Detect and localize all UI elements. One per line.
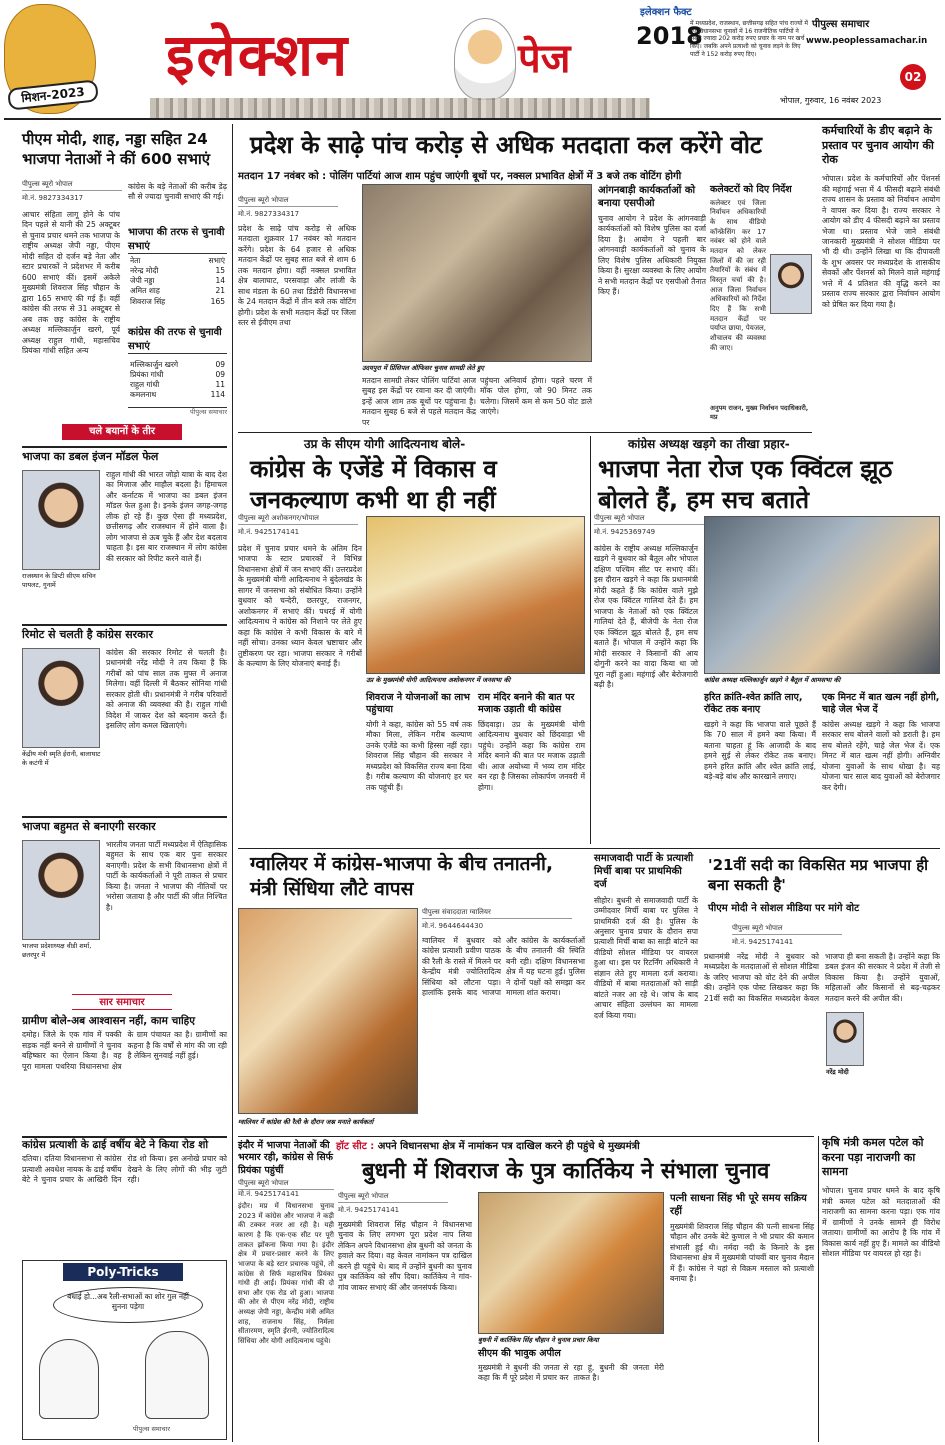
agri-story (822, 1136, 943, 1442)
masthead-title-right: पेज (518, 36, 571, 82)
table-row (128, 370, 227, 380)
yogi-sub-2-text: छिंदवाड़ा। उप्र के मुख्यमंत्री योगी आदित्यनाथ बुधवार को छिंदवाड़ा भी पहुंचे। उन्होंने कहा कि कांग्रेस राम मंदिर बनाने की बात पर मजाक उड़ाती थी। आज अयोध्या में भव्य राम मंदिर बन रहा है जिसका लोकार्पण जनवरी में होगा। (478, 719, 588, 792)
table-cell: कमलनाथ (130, 390, 157, 400)
cartoon-bubble: बधाई हो...अब रैली-सभाओं का शोर गुल नहीं सुनना पड़ेगा (53, 1287, 203, 1323)
yogi-headline: कांग्रेस के एजेंडे में विकास व जनकल्याण कभी था ही नहीं (250, 455, 497, 515)
statement-1 (22, 446, 230, 622)
credit-line: पीपुल्स समाचार (128, 407, 227, 417)
bjp-col-rallies: सभाएं (208, 256, 225, 265)
table-cell: मल्लिकार्जुन खरगे (130, 360, 179, 369)
anganwadi-text: चुनाव आयोग ने प्रदेश के आंगनवाड़ी कार्यकर्ताओं को विशेष पुलिस का दर्जा दिया है। आयोग ने पहली बार आंगनवाड़ी कार्यकर्ताओं को चुनाव के लिए विशेष पुलिस अधिकारी नियुक्त किया है। सुरक्षा व्यवस्था के लिए आयोग ने सभी मतदान केंद्रों पर एसपीओ तैनात किए हैं। (598, 214, 709, 297)
table-row (128, 390, 227, 400)
statement-1-text: राहुल गांधी की भारत जोड़ो यात्रा के बाद देश का मिजाज और माहौल बदला है। हिमाचल और कर्नाटक में भाजपा का डबल इंजन मॉडल फेल हुआ है। इनके इंजन जगह-जगह लीक हो रहे हैं। कुछ ऐसा ही मध्यप्रदेश, छत्तीसगढ़ और राजस्थान में होने वाला है। लोग भाजपा से ऊब चुके हैं और देश बदलाव चाहता है। इस बार राजस्थान में लोग कांग्रेस की सरकार को रिपीट करने वाले हैं। (106, 470, 230, 563)
cartoon-figure-left (39, 1339, 99, 1419)
collector-head: कलेक्टरों को दिए निर्देश (710, 184, 792, 195)
agri-headline: कृषि मंत्री कमल पटेल को करना पड़ा नाराजगी का सामना (822, 1136, 924, 1179)
sp-story (594, 852, 701, 1134)
brief-2-head: कांग्रेस प्रत्याशी के ढाई वर्षीय बेटे ने किया रोड शो (22, 1139, 209, 1151)
rule-under-kharge (238, 848, 940, 849)
gwalior-mobile: मो.नं. 9644644430 (422, 922, 484, 930)
table-row (128, 297, 227, 307)
center-column-rule (590, 436, 591, 844)
brief-2 (22, 1136, 230, 1248)
da-story (822, 124, 943, 444)
table-cell: जेपी नड्डा (130, 276, 155, 286)
gwalior-byline: पीपुल्स संवाददाता ग्वालियर (422, 908, 572, 919)
collector-signature: अनुपम राजन, मुख्य निर्वाचन पदाधिकारी, मप्र (710, 404, 809, 421)
table-row (128, 286, 227, 296)
kharge-photo (704, 516, 940, 674)
kharge-mobile: मो.नं. 9425369749 (594, 528, 656, 536)
site-url[interactable]: www.peoplessamachar.in (806, 36, 928, 46)
table-cell: 11 (215, 380, 225, 390)
hotseat-tag: हॉट सीट : (336, 1141, 375, 1152)
kharge-sub-2-text: कांग्रेस अध्यक्ष खड़गे ने कहा कि भाजपा सरकार सच बोलने वालों को डराती है। हम सच बोलते रहेंगे, चाहे जेल भेज दें। एक मिनट में बात खत्म नहीं होगी। अग्निवीर योजना युवाओं के साथ धोखा है। यह योजना चार साल बाद युवाओं को बेरोजगार कर देगी। (822, 719, 943, 792)
left-column (22, 124, 230, 1442)
sadhna-box (670, 1192, 817, 1440)
gwalior-photo-caption: ग्वालियर में कांग्रेस की रैली के दौरान जश्न मनाते कार्यकर्ता (238, 1118, 374, 1126)
statement-2-photo (22, 648, 100, 748)
modi-story (704, 852, 943, 1134)
kharge-kicker: कांग्रेस अध्यक्ष खड़गे का तीखा प्रहार- (628, 437, 790, 451)
brief-1-head: ग्रामीण बोले-अब आश्वासन नहीं, काम चाहिए (22, 1015, 196, 1027)
dateline: भोपाल, गुरुवार, 16 नवंबर 2023 (780, 96, 882, 105)
section-tag-briefs: सार समाचार (72, 994, 172, 1010)
table-row (128, 360, 227, 370)
mission-badge: मिशन-2023 (7, 79, 99, 110)
indore-mobile: मो.नं. 9425174141 (238, 1190, 300, 1199)
statement-2-caption: केंद्रीय मंत्री स्मृति ईरानी, बालाघाट के कटंगी में (22, 750, 101, 767)
table-cell: शिवराज सिंह (130, 296, 166, 306)
collector-photo (770, 254, 812, 314)
gwalior-headline: ग्वालियर में कांग्रेस-भाजपा के बीच तनातनी, मंत्री सिंधिया लौटे वापस (250, 853, 554, 901)
banner-mobile: मो.नं. 9827334317 (238, 210, 300, 218)
masthead-rule (4, 118, 941, 120)
cartoon-tag: Poly-Tricks (63, 1263, 183, 1281)
gwalior-text: ग्वालियर में बुधवार को कांग्रेस प्रत्याशी प्रवीण पाठक की रैली के रास्ते में मिलने पर केन्द्रीय मंत्री ज्योतिरादित्य सिंधिया को लौटना पड़ा। हालांकि इसके बाद भाजपा और कांग्रेस के कार्यकर्ताओं के बीच तनातनी की स्थिति बनी रही। दक्षिण विधानसभा क्षेत्र में यह घटना हुई। पुलिस ने दोनों पक्षों को समझा कर मामला शांत कराया। (422, 936, 588, 998)
table-row (128, 380, 227, 390)
budhni-photo-caption: बुधनी में कार्तिकेय सिंह चौहान ने चुनाव प्रचार किया (478, 1336, 599, 1344)
yogi-photo (366, 516, 585, 674)
brand-logo: पीपुल्स समाचार (812, 19, 870, 30)
budhni-sub (478, 1348, 667, 1440)
table-cell: 21 (215, 286, 225, 296)
table-cell: नरेन्द्र मोदी (130, 266, 159, 276)
anganwadi-box (598, 184, 709, 428)
bjp-col-leader: नेता (130, 256, 141, 265)
modi-subhead: पीएम मोदी ने सोशल मीडिया पर मांगे वोट (708, 903, 860, 914)
cartoon-figure-right (145, 1331, 209, 1419)
brief-1-text: दमोह। जिले के एक गांव में पक्की सड़क नहीं बनने से ग्रामीणों ने चुनाव बहिष्कार का ऐलान किया है। वह पूरा मामला पथरिया विधानसभा क्षेत्र के ग्राम पंचायत का है। ग्रामीणों का कहना है कि वर्षों से मांग की जा रही है लेकिन सुनवाई नहीं हुई। (22, 1030, 230, 1071)
statement-3-text: भारतीय जनता पार्टी मध्यप्रदेश में ऐतिहासिक बहुमत के साथ एक बार पुनः सरकार बनाएगी। प्रदेश के सभी विधानसभा क्षेत्रों में पार्टी के कार्यकर्ताओं ने पूरी ताकत से प्रचार किया है। जनता ने भाजपा की नीतियों पर भरोसा जताया है और पार्टी की जीत निश्चित है। (106, 840, 230, 912)
budhni-photo (478, 1192, 664, 1334)
election-fact-label: इलेक्शन फैक्ट (640, 7, 692, 18)
modi-headline: '21वीं सदी का विकसित मप्र भाजपा ही बना सकती है' (708, 856, 929, 894)
budhni-sub-text: मुख्यमंत्री ने बुधनी की जनता से कहा कि मैं पूरे प्रदेश में प्रचार कर रहा हूं, बुधनी की जनता मेरी ताकत है। (478, 1362, 667, 1383)
sadhna-text: मुख्यमंत्री शिवराज सिंह चौहान की पत्नी साधना सिंह चौहान और उनके बेटे कुणाल ने भी प्रचार की कमान संभाली हुई थी। नर्मदा नदी के किनारे के इस विधानसभा क्षेत्र में मुख्यमंत्री पांचवीं बार चुनाव मैदान में हैं। कांग्रेस ने यहां से विक्रम मस्ताल को प्रत्याशी बनाया है। (670, 1222, 817, 1284)
cartoon-mascot (454, 18, 516, 100)
statement-3-photo (22, 840, 100, 940)
yogi-sub-1-text: योगी ने कहा, कांग्रेस को 55 वर्ष तक मौका मिला, लेकिन गरीब कल्याण उनके एजेंडे का कभी हिस्सा नहीं रहा। शिवराज सिंह चौहान की सरकार ने मध्यप्रदेश को विकसित राज्य बना दिया है। गरीब कल्याण की योजनाएं हर घर तक पहुंची हैं। (366, 719, 475, 792)
table-cell: 15 (215, 266, 225, 276)
yogi-sub-1-head: शिवराज ने योजनाओं का लाभ पहुंचाया (366, 692, 470, 716)
left-lead-text-a: आचार संहिता लागू होने के पांच दिन पहले से यानी की 25 अक्टूबर से चुनाव प्रचार थमने तक भाजपा के राष्ट्रीय अध्यक्ष जेपी नड्डा, पीएम मोदी सहित दो दर्जन बड़े नेता और स्टार प्रचारकों ने प्रदेशभर में करीब 600 सभाएं कीं। इसमें अकेले मुख्यमंत्री शिवराज सिंह चौहान के द्वारा 165 सभाएं की गई हैं। वहीं कांग्रेस की तरफ से 31 अक्टूबर से अब तक छह कांग्रेस के राष्ट्रीय अध्यक्ष मल्लिकार्जुन खरगे, पूर्व अध्यक्ष राहुल गांधी, महासचिव प्रियंका गांधी सहित अन्य (22, 210, 123, 356)
yogi-photo-caption: उप्र के मुख्यमंत्री योगी आदित्यनाथ अशोकनगर में जनसभा की (366, 676, 511, 684)
brief-1 (22, 1014, 230, 1132)
banner-headline: प्रदेश के साढ़े पांच करोड़ से अधिक मतदाता कल करेंगे वोट (250, 131, 763, 159)
agri-text: भोपाल। चुनाव प्रचार थमने के बाद कृषि मंत्री कमल पटेल को मतदाताओं की नाराजगी का सामना करना पड़ा। एक गांव में ग्रामीणों ने उनके सामने ही विरोध जताया। ग्रामीणों का आरोप है कि गांव में विकास कार्य नहीं हुए हैं। मामले का वीडियो सोशल मीडिया पर वायरल हो रहा है। (822, 1186, 943, 1259)
budhni-text: मुख्यमंत्री शिवराज सिंह चौहान ने विधानसभा चुनाव के लिए लगभग पूरा प्रदेश नाप लिया लेकिन अपने विधानसभा क्षेत्र बुधनी को जनता के हवाले कर दिया। वह केवल नामांकन पत्र दाखिल करने ही पहुंचे थे। बाद में उन्होंने बुधनी का चुनाव पुत्र कार्तिकेय को सौंप दिया। कार्तिकेय ने गांव-गांव जाकर सभाएं कीं और जनसंपर्क किया। (338, 1220, 475, 1292)
table-cell: 09 (215, 360, 225, 369)
da-text: भोपाल। प्रदेश के कर्मचारियों और पेंशनर्स की महंगाई भत्ता में 4 फीसदी बढ़ाने संबंधी राज्य शासन के प्रस्ताव को निर्वाचन आयोग ने वापस कर दिया है। राज्य सरकार ने आयोग को डीए 4 फीसदी बढ़ाने का प्रस्ताव भेजा था। प्रस्ताव भेजे जाने संबंधी जानकारी मुख्यमंत्री ने सोशल मीडिया पर भी दी थी। उन्होंने लिखा था कि दीपावली के शुभ अवसर पर मध्यप्रदेश के शासकीय सेवकों और पेंशनर्स को मिलने वाले महंगाई भत्ते में 4 प्रतिशत की वृद्धि करने का प्रस्ताव राज्य सरकार द्वारा निर्वाचन आयोग को प्रेषित कर दिया गया है। (822, 174, 943, 309)
yogi-sub-1 (366, 692, 475, 842)
kharge-sub-1-text: खड़गे ने कहा कि भाजपा वाले पूछते हैं कि 70 साल में हमने क्या किया। मैं बताना चाहता हूं कि आजादी के बाद हमने सुई से लेकर रॉकेट तक बनाए। हमने हरित क्रांति और श्वेत क्रांति लाई, बड़े-बड़े बांध और कारखाने लगाए। (704, 719, 819, 782)
sadhna-headline: पत्नी साधना सिंह भी पूरे समय सक्रिय रहीं (670, 1193, 807, 1217)
kharge-sub-1-head: हरित क्रांति-श्वेत क्रांति लाए, रॉकेट तक बनाए (704, 692, 803, 716)
gwalior-story (238, 852, 588, 1134)
cartoon-credit: पीपुल्स समाचार (133, 1425, 170, 1433)
statement-3-caption: भाजपा प्रदेशाध्यक्ष वीडी शर्मा, छतरपुर में (22, 942, 92, 959)
bjp-rallies-head: भाजपा की तरफ से चुनावी सभाएं (128, 226, 227, 254)
sp-text: सीहोर। बुधनी से समाजवादी पार्टी के उम्मीदवार मिर्ची बाबा पर पुलिस ने प्राथमिकी दर्ज की है। पुलिस के अनुसार चुनाव प्रचार के दौरान सपा प्रत्याशी मिर्ची बाबा का साड़ी बांटने का वीडियो सोशल मीडिया पर वायरल हुआ था। इस पर रिटर्निंग अधिकारी ने संज्ञान लेते हुए मामला दर्ज कराया। वीडियो में बाबा मतदाताओं को साड़ी बांटते नजर आ रहे थे। जांच के बाद आचार संहिता उल्लंघन का मामला दर्ज किया गया। (594, 895, 701, 1020)
modi-photo (826, 1012, 864, 1066)
table-cell: अमित शाह (130, 286, 160, 296)
budhni-sub-head: सीएम की भावुक अपील (478, 1348, 561, 1359)
statement-3 (22, 816, 230, 992)
left-lead-mobile: मो.नं. 9827334317 (22, 194, 84, 202)
banner-photo (362, 184, 592, 362)
page-number: 02 (900, 64, 926, 90)
da-headline: कर्मचारियों के डीए बढ़ाने के प्रस्ताव पर चुनाव आयोग की रोक (822, 124, 934, 167)
election-fact-text: में मध्यप्रदेश, राजस्थान, छत्तीसगढ़ सहित पांच राज्यों में हुए विधानसभा चुनावों में 16 राजनीतिक पार्टियों ने सबसे ज्यादा 202 करोड़ रुपए प्रचार के नाम पर खर्च किए। जबकि अपने प्रत्याशी को चुनाव लड़ने के लिए पार्टी ने 152 करोड़ रुपए दिए। (690, 20, 808, 58)
table-cell: 165 (210, 296, 225, 306)
statement-1-caption: राजस्थान के डिप्टी सीएम सचिन पायलट, गुनामें (22, 572, 96, 589)
yogi-kicker: उप्र के सीएम योगी आदित्यनाथ बोले- (304, 437, 466, 451)
anganwadi-head: आंगनबाड़ी कार्यकर्ताओं को बनाया एसपीओ (598, 185, 696, 209)
masthead (0, 0, 945, 122)
table-cell: 14 (215, 276, 225, 286)
bjp-rallies-table (128, 256, 227, 307)
collector-box (710, 184, 812, 428)
table-row (128, 266, 227, 276)
budhni-byline: पीपुल्स ब्यूरो भोपाल (338, 1192, 448, 1203)
kharge-text: कांग्रेस के राष्ट्रीय अध्यक्ष मल्लिकार्जुन खड़गे ने बुधवार को बैतूल और भोपाल दक्षिण पश्चिम सीट पर सभाएं कीं। इस दौरान खड़गे ने कहा कि प्रधानमंत्री मोदी कहते हैं कि कांग्रेस वाले मुझे रोज एक क्विंटल गालियां देते हैं। हम भाजपा के नेताओं को एक क्विंटल गालियां देते हैं, बीजेपी के नेता रोज एक क्विंटल झूठ बोलते हैं, हम सच बताते हैं। भोपाल में उन्होंने कहा कि मोदी सरकार ने किसानों की आय दोगुनी करने का वादा किया था जो पूरा नहीं हुआ। महंगाई और बेरोजगारी बढ़ी है। (594, 544, 701, 690)
statement-2-text: कांग्रेस की सरकार रिमोट से चलती है। प्रधानमंत्री नरेंद्र मोदी ने तय किया है कि गरीबों को पांच साल तक मुफ्त में अनाज मिलेगा। वहीं दिल्ली में बैठकर सोनिया गांधी सरकार होती थी। प्रधानमंत्री ने गरीब परिवारों को अनाज की व्यवस्था की है। राहुल गांधी विदेश में जाकर देश को बदनाम करते हैं। इसलिए लोग कमल खिलाएंगे। (106, 648, 230, 731)
yogi-story (238, 436, 588, 844)
banner-text-2: मतदान सामग्री लेकर पोलिंग पार्टियां आज सुबह इस केंद्रों पर रवाना कर दी जाएंगी। इन्हें आज शाम तक बूथों पर पहुंचाना है। मतदान सुबह 6 बजे से पहले मतदान केंद्र पर (362, 376, 479, 427)
table-cell: 114 (210, 390, 225, 400)
gwalior-photo (238, 908, 418, 1114)
bjp-rallies-box (128, 226, 227, 326)
kharge-sub-1 (704, 692, 819, 842)
modi-text: प्रधानमंत्री नरेंद्र मोदी ने बुधवार को मध्यप्रदेश के मतदाताओं से सोशल मीडिया के जरिए भाजपा को वोट देने की अपील की। उन्होंने एक पोस्ट लिखकर कहा कि 21वीं सदी का विकसित मध्यप्रदेश केवल भाजपा ही बना सकती है। उन्होंने कहा कि डबल इंजन की सरकार ने प्रदेश में तेजी से विकास किया है। उन्होंने युवाओं, महिलाओं और किसानों से बढ़-चढ़कर मतदान करने की अपील की। (704, 952, 943, 1003)
statement-1-photo (22, 470, 100, 570)
cong-rallies-table (128, 360, 227, 401)
hotseat-kicker (336, 1140, 814, 1156)
statement-2-head: रिमोट से चलती है कांग्रेस सरकार (22, 628, 153, 641)
kharge-headline: भाजपा नेता रोज एक क्विंटल झूठ बोलते हैं, हम सच बताते (598, 455, 893, 515)
modi-mobile: मो.नं. 9425174141 (732, 938, 794, 946)
statement-1-head: भाजपा का डबल इंजन मॉडल फेल (22, 450, 159, 463)
indore-byline: पीपुल्स ब्यूरो भोपाल (238, 1179, 334, 1190)
cartoon-panel (22, 1260, 227, 1440)
yogi-byline: पीपुल्स ब्यूरो अशोकनगर/भोपाल (238, 514, 358, 525)
crowd-strip (150, 98, 650, 118)
table-cell: 09 (215, 370, 225, 380)
yogi-mobile: मो.नं. 9425174141 (238, 528, 300, 536)
banner-story (238, 124, 812, 429)
hotseat-kicker-text: अपने विधानसभा क्षेत्र में नामांकन पत्र दाखिल करने ही पहुंचे थे मुख्यमंत्री (377, 1141, 640, 1152)
cong-rallies-head: कांग्रेस की तरफ से चुनावी सभाएं (128, 326, 227, 354)
left-lead-headline: पीएम मोदी, शाह, नड्डा सहित 24 भाजपा नेताओं ने कीं 600 सभाएं (22, 130, 211, 168)
indore-story (238, 1140, 337, 1442)
table-cell: प्रियंका गांधी (130, 370, 164, 380)
indore-text: इंदौर। मप्र में विधानसभा चुनाव 2023 में कांग्रेस और भाजपा ने कड़ी की टक्कर नजर आ रही है। यही कारण है कि एक-एक सीट पर पूरी ताकत झोंकना किया गया है। इंदौर क्षेत्र में प्रचार-प्रसार करने के लिए भाजपा के बड़े स्टार प्रचारक पहुंचे, तो कांग्रेस से सिर्फ महासचिव प्रियंका गांधी ही आईं। प्रियंका गांधी की दो सभा और एक रोड शो हुआ। भाजपा की ओर से पीएम नरेंद्र मोदी, राष्ट्रीय अध्यक्ष जेपी नड्डा, केन्द्रीय मंत्री अमित शाह, राजनाथ सिंह, निर्मला सीतारमण, स्मृति ईरानी, ज्योतिरादित्य सिंधिया और योगी आदित्यनाथ पहुंचे। (238, 1201, 337, 1346)
kharge-sub-2 (822, 692, 943, 842)
modi-byline: पीपुल्स ब्यूरो भोपाल (732, 924, 842, 935)
rule-right-bottom (818, 1136, 819, 1442)
yogi-text: प्रदेश में चुनाव प्रचार थमने के अंतिम दिन भाजपा के स्टार प्रचारकों ने विभिन्न विधानसभा क्षेत्रों में जन सभाएं कीं। उत्तरप्रदेश के मुख्यमंत्री योगी आदित्यनाथ ने बुंदेलखंड के सागर में जनसभा को संबोधित किया। उन्होंने बुधवार को चन्देरी, छतरपुर, राजनगर, अशोकनगर में सभाएं कीं। पथरई में योगी आदित्यनाथ ने कांग्रेस को निशाने पर लेते हुए कहा कि कांग्रेस ने कभी विकास के बारे में नहीं सोचा। उनका ध्यान केवल भ्रष्टाचार और तुष्टीकरण पर रहा। भाजपा सरकार ने गरीबों के कल्याण के लिए योजनाएं बनाई हैं। (238, 544, 365, 669)
banner-subhead: मतदान 17 नवंबर को : पोलिंग पार्टियां आज शाम पहुंच जाएंगी बूथों पर, नक्सल प्रभावित क्षेत्रों में 3 बजे तक वोटिंग होगी (238, 171, 682, 182)
statement-3-head: भाजपा बहुमत से बनाएगी सरकार (22, 820, 156, 833)
sp-headline: समाजवादी पार्टी के प्रत्याशी मिर्ची बाबा पर प्राथमिकी दर्ज (594, 853, 694, 891)
election-fact-year: 2018 (636, 22, 703, 50)
column-rule (232, 124, 233, 1442)
budhni-mobile: मो.नं. 9425174141 (338, 1206, 400, 1214)
statement-2 (22, 624, 230, 800)
budhni-headline: बुधनी में शिवराज के पुत्र कार्तिकेय ने संभाला चुनाव (362, 1159, 770, 1184)
kharge-sub-2-head: एक मिनट में बात खत्म नहीं होगी, चाहे जेल भेज दें (822, 692, 940, 716)
banner-byline: पीपुल्स ब्यूरो भोपाल (238, 196, 338, 207)
left-lead-text-b: कांग्रेस के बड़े नेताओं की करीब डेढ़ सौ से ज्यादा चुनावी सभाएं की गई। (128, 182, 230, 202)
modi-photo-caption: नरेंद्र मोदी (826, 1068, 849, 1076)
brief-2-text: दतिया। दतिया विधानसभा से कांग्रेस प्रत्याशी अवधेश नायक के ढाई वर्षीय बेटे ने चुनाव प्रचार के आखिरी दिन रोड शो किया। इस अनोखे प्रचार को देखने के लिए लोगों की भीड़ जुटी रही। (22, 1154, 230, 1185)
banner-text-1: प्रदेश के साढ़े पांच करोड़ से अधिक मतदाता शुक्रवार 17 नवंबर को मतदान करेंगे। प्रदेश के 64 हजार से अधिक मतदान केंद्रों पर सुबह सात बजे से शाम 6 तक मतदान होगा। वहीं नक्सल प्रभावित क्षेत्र बालाघाट, परसवाड़ा और लांजी के साथ मंडला के 60 तथा डिंडोरी विधानसभा के 24 मतदान केंद्रों में तीन बजे तक वोटिंग होगी। प्रदेश के सभी मतदान केंद्रों पर जिला स्तर से ईवीएम तथा (238, 224, 359, 328)
banner-photo-caption: उदयपुरा में प्रिंसिपल ऑफिसर चुनाव सामग्री लेते हुए (362, 364, 485, 372)
section-tag-statements: चले बयानों के तीर (62, 424, 182, 440)
kharge-story (594, 436, 943, 844)
masthead-title-left: इलेक्शन (166, 21, 350, 89)
table-row (128, 276, 227, 286)
kharge-photo-caption: कांग्रेस अध्यक्ष मल्लिकार्जुन खड़गे ने बैतूल में आमसभा की (704, 676, 841, 684)
rule-above-hotseat (238, 1136, 814, 1137)
budhni-story (338, 1158, 817, 1442)
table-cell: राहुल गांधी (130, 380, 160, 390)
banner-text-3: पहुंचना अनिवार्य होगा। पहले चरण में मॉक पोल होगा, जो 90 मिनट तक चलेगा। जिसमें कम से कम 50 वोट डाले जाएंगे। (480, 376, 595, 417)
indore-headline: इंदौर में भाजपा नेताओं की भरमार रही, कांग्रेस से सिर्फ प्रियंका पहुंचीं (238, 1140, 333, 1176)
kharge-byline: पीपुल्स ब्यूरो भोपाल (594, 514, 704, 525)
rule-under-banner (238, 432, 812, 433)
collector-text: कलेक्टर एवं जिला निर्वाचन अधिकारियों के साथ वीडियो कॉन्फ्रेंसिंग कर 17 नवंबर को होने वाले मतदान को लेकर जिलों में की जा रही तैयारियों के संबंध में विस्तृत चर्चा की है। आज जिला निर्वाचन अधिकारियों को निर्देश दिए हैं कि सभी मतदान केंद्रों पर पर्याप्त छाया, पेयजल, शौचालय की व्यवस्था की जाए। (710, 198, 769, 352)
left-lead-byline: पीपुल्स ब्यूरो भोपाल (22, 180, 122, 191)
yogi-sub-2 (478, 692, 588, 842)
yogi-sub-2-head: राम मंदिर बनाने की बात पर मजाक उड़ाती थी कांग्रेस (478, 692, 575, 716)
